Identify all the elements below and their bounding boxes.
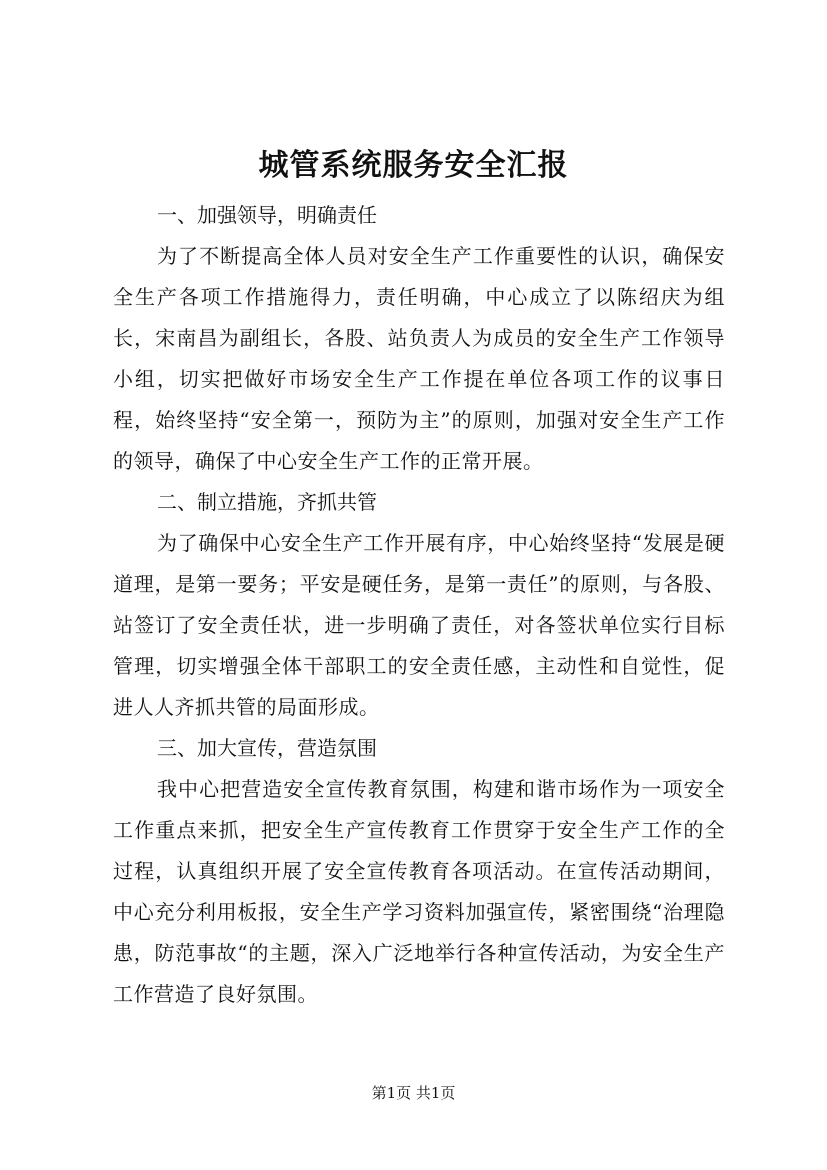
document-title: 城管系统服务安全汇报	[258, 148, 569, 183]
section-heading-1: 一、加强领导，明确责任	[157, 203, 377, 227]
section-paragraph-2: 为了确保中心安全生产工作开展有序，中心始终坚持“发展是硬道理，是第一要务；平安是硬任务，是第一责任”的原则，与各股、站签订了安全责任状，进一步明确了责任，对各签状单位实行目标管理，切实增强全体干部职工的安全责任感，主动性和自觉性，促进人人齐抓共管的局面形成。	[113, 531, 725, 719]
section-heading-3: 三、加大宣传，营造氛围	[157, 736, 377, 760]
section-heading-2: 二、制立措施，齐抓共管	[157, 490, 377, 514]
section-paragraph-1: 为了不断提高全体人员对安全生产工作重要性的认识，确保安全生产各项工作措施得力，责任明确，中心成立了以陈绍庆为组长，宋南昌为副组长，各股、站负责人为成员的安全生产工作领导小组，切实把做好市场安全生产工作提在单位各项工作的议事日程，始终坚持“安全第一，预防为主”的原则，加强对安全生产工作的领导，确保了中心安全生产工作的正常开展。	[113, 244, 725, 473]
section-paragraph-3: 我中心把营造安全宣传教育氛围，构建和谐市场作为一项安全工作重点来抓，把安全生产宣传教育工作贯穿于安全生产工作的全过程，认真组织开展了安全宣传教育各项活动。在宣传活动期间，中心充分利用板报，安全生产学习资料加强宣传，紧密围绕“治理隐患，防范事故“的主题，深入广泛地举行各种宣传活动，为安全生产工作营造了良好氛围。	[113, 777, 725, 1006]
document-body	[113, 195, 725, 1015]
page-footer: 第1页 共1页	[371, 1084, 456, 1102]
